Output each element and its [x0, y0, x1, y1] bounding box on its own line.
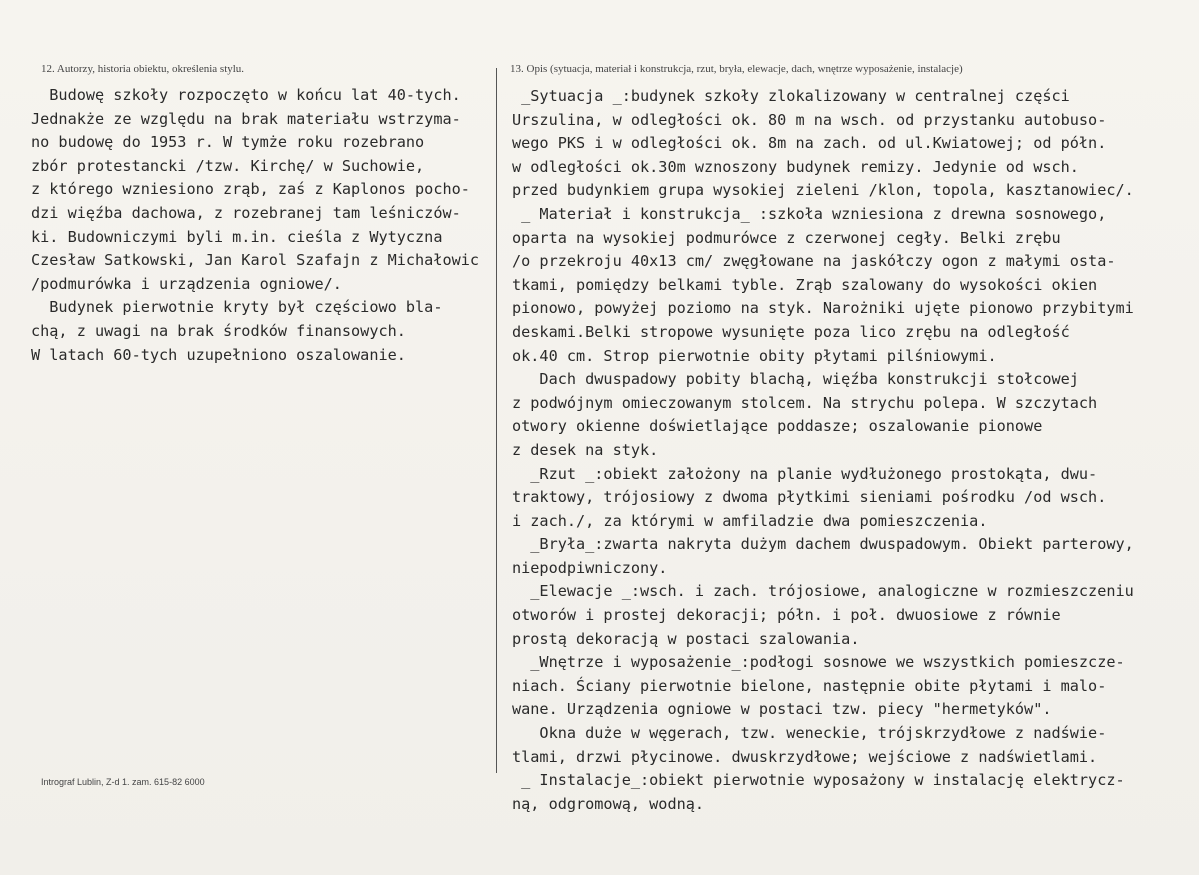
right-text-line: tkami, pomiędzy belkami tyble. Zrąb szalowany do wysokości okien	[512, 275, 1098, 294]
right-text-line: oparta na wysokiej podmurówce z czerwonej cegły. Belki zrębu	[512, 228, 1061, 247]
column-divider	[496, 68, 497, 773]
right-text-line: /o przekroju 40x13 cm/ zwęgłowane na jaskółczy ogon z małymi ostа-	[512, 252, 1116, 271]
left-column-text	[31, 84, 479, 367]
left-text-line: Czesław Satkowski, Jan Karol Szafajn z Michałowic	[31, 251, 480, 270]
right-text-line: tlami, drzwi płycinowe. dwuskrzydłowe; wejściowe z nadświetlami.	[512, 747, 1098, 766]
left-text-line: no budowę do 1953 r. W tymże roku rozebrano	[31, 133, 425, 152]
right-text-line: wane. Urządzenia ogniowe w postaci tzw. piecy "hermetyków".	[512, 700, 1052, 719]
right-text-line: Okna duże w węgerach, tzw. weneckie, trójskrzydłowe z nadświe-	[512, 724, 1107, 743]
left-text-line: chą, z uwagi na brak środków finansowych.	[31, 321, 406, 340]
right-text-line: otworów i prostej dekoracji; półn. i poł. dwuosiowe z równie	[512, 606, 1061, 625]
right-text-line: niepodpiwniczony.	[512, 558, 668, 577]
right-text-line: z podwójnym omieczowanym stolcem. Na strychu polepa. W szczytach	[512, 393, 1098, 412]
right-text-line: _ Instalacje_:obiekt pierwotnie wyposażony w instalację elektrycz-	[512, 771, 1125, 790]
right-text-line: z desek na styk.	[512, 440, 659, 459]
printer-note: Intrograf Lublin, Z-d 1. zam. 615-82 6000	[41, 777, 205, 787]
left-text-line: zbór protestancki /tzw. Kirchę/ w Suchowie,	[31, 156, 425, 175]
left-text-line: W latach 60-tych uzupełniono oszalowanie.	[31, 345, 406, 364]
right-text-line: przed budynkiem grupa wysokiej zieleni /klon, topola, kasztanowiec/.	[512, 181, 1134, 200]
right-text-line: _Bryła_:zwarta nakryta dużym dachem dwuspadowym. Obiekt parterowy,	[512, 535, 1134, 554]
right-text-line: deskami.Belki stropowe wysunięte poza lico zrębu na odległość	[512, 322, 1070, 341]
left-text-line: Budynek pierwotnie kryty był częściowo bla-	[31, 298, 443, 317]
right-text-line: wego PKS i w odległości ok. 8m na zach. od ul.Kwiatowej; od półn.	[512, 134, 1107, 153]
left-text-line: Jednakże ze względu na brak materiału wstrzyma-	[31, 109, 461, 128]
left-text-line: Budowę szkoły rozpoczęto w końcu lat 40-tych.	[31, 86, 461, 104]
right-column-text	[512, 85, 1134, 816]
right-text-line: Dach dwuspadowy pobity blachą, więźba konstrukcji stołcowej	[512, 370, 1079, 389]
right-text-line: otwory okienne doświetlające poddasze; oszalowanie pionowe	[512, 417, 1043, 436]
left-column-header: 12. Autorzy, historia obiektu, określenia stylu.	[41, 63, 245, 75]
left-text-line: ki. Budowniczymi byli m.in. cieśla z Wytyczna	[31, 227, 443, 246]
right-text-line: ną, odgromową, wodną.	[512, 794, 705, 813]
right-text-line: ok.40 cm. Strop pierwotnie obity płytami pilśniowymi.	[512, 346, 997, 365]
right-text-line: Urszulina, w odległości ok. 80 m na wsch. od przystanku autobuso-	[512, 110, 1107, 129]
left-text-line: dzi więźba dachowa, z rozebranej tam leśniczów-	[31, 203, 461, 222]
right-text-line: _ Materiał i konstrukcja_ :szkoła wzniesiona z drewna sosnowego,	[512, 204, 1107, 223]
right-text-line: w odległości ok.30m wznoszony budynek remizy. Jedynie od wsch.	[512, 157, 1079, 176]
right-text-line: _Wnętrze i wyposażenie_:podłogi sosnowe we wszystkich pomieszcze-	[512, 653, 1125, 672]
right-text-line: prostą dekoracją w postaci szalowania.	[512, 629, 860, 648]
right-text-line: _Rzut _:obiekt założony na planie wydłużonego prostokąta, dwu-	[512, 464, 1098, 483]
right-column-header: 13. Opis (sytuacja, materiał i konstrukcja, rzut, bryła, elewacje, dach, wnętrze wyposażenie, instalacje)	[510, 63, 963, 75]
right-text-line: i zach./, za którymi w amfiladzie dwa pomieszczenia.	[512, 511, 988, 530]
right-text-line: pionowo, powyżej poziomo na styk. Narożniki ujęte pionowo przybitymi	[512, 299, 1134, 318]
right-text-line: _Sytuacja _:budynek szkoły zlokalizowany w centralnej części	[512, 87, 1070, 105]
right-text-line: traktowy, trójosiowy z dwoma płytkimi sieniami pośrodku /od wsch.	[512, 488, 1107, 507]
left-text-line: /podmurówka i urządzenia ogniowe/.	[31, 274, 342, 293]
left-text-line: z którego wzniesiono zrąb, zaś z Kaplonos pocho-	[31, 180, 470, 199]
right-text-line: _Elewacje _:wsch. i zach. trójosiowe, analogiczne w rozmieszczeniu	[512, 582, 1134, 601]
right-text-line: niach. Ściany pierwotnie bielone, następnie obite płytami i malo-	[512, 676, 1107, 695]
